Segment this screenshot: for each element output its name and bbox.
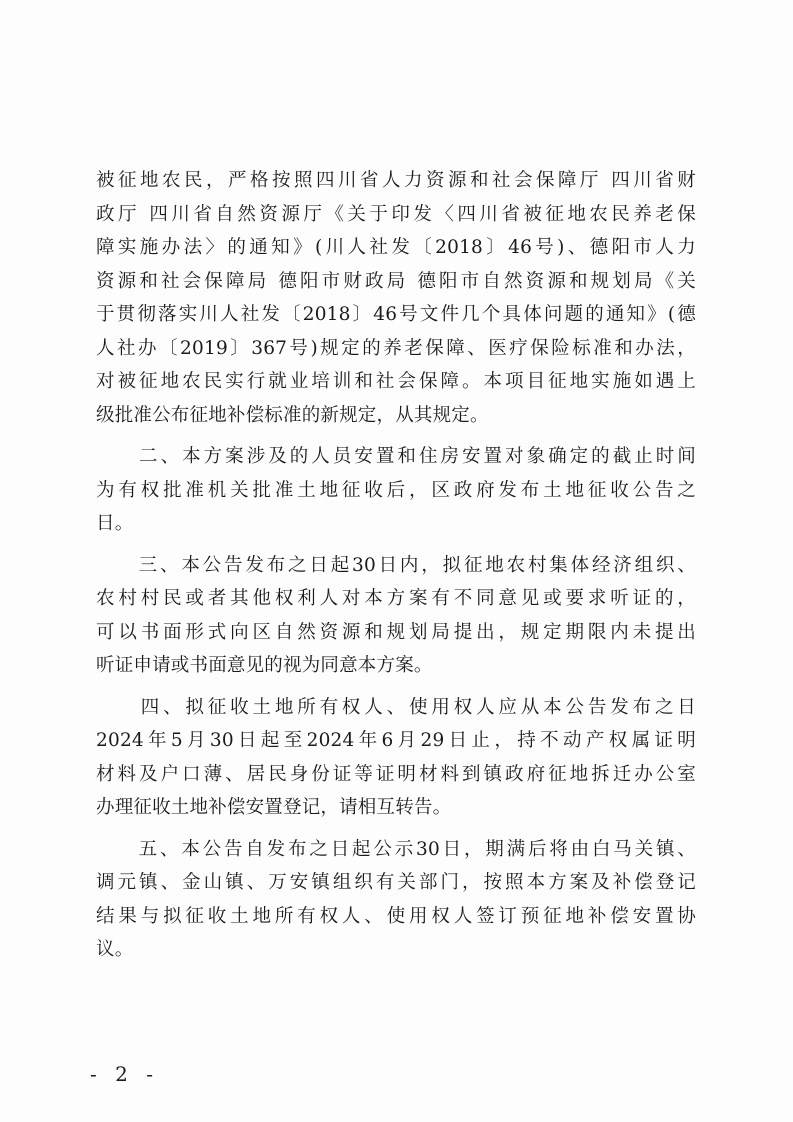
text-line: 结果与拟征收土地所有权人、使用权人签订预征地补偿安置协 [96,905,696,927]
paragraph-item-three [96,549,696,683]
text-line: 材料及户口薄、居民身份证等证明材料到镇政府征地拆迁办公室 [96,763,696,785]
paragraph-continuation [96,164,696,432]
paragraph-item-two [96,440,696,541]
text-line: 听证申请或书面意见的视为同意本方案。 [96,655,433,676]
text-line: 2024年5月30日起至2024年6月29日止，持不动产权属证明 [96,730,696,751]
text-line: 调元镇、金山镇、万安镇组织有关部门，按照本方案及补偿登记 [96,872,696,893]
text-line: 日。 [96,513,134,534]
paragraph-item-five [96,833,696,967]
text-line: 四、拟征收土地所有权人、使用权人应从本公告发布之日 [96,696,696,718]
text-line: 办理征收土地补偿安置登记，请相互转告。 [96,797,452,818]
text-line: 为有权批准机关批准土地征收后，区政府发布土地征收公告之 [96,479,696,501]
paragraph-item-four [96,691,696,825]
text-line: 对被征地农民实行就业培训和社会保障。本项目征地实施如遇上 [96,371,696,392]
text-line: 人社办〔2019〕367号)规定的养老保障、医疗保险标准和办法， [96,337,696,359]
text-line: 二、本方案涉及的人员安置和住房安置对象确定的截止时间 [96,446,696,467]
text-line: 可以书面形式向区自然资源和规划局提出，规定期限内未提出 [96,621,696,643]
text-line: 议。 [96,939,134,960]
text-line: 三、本公告发布之日起30日内，拟征地农村集体经济组织、 [96,554,696,576]
text-line: 被征地农民，严格按照四川省人力资源和社会保障厅 四川省财 [96,170,696,191]
text-line: 级批准公布征地补偿标准的新规定，从其规定。 [96,404,489,426]
text-line: 障实施办法〉的通知》(川人社发〔2018〕46号)、德阳市人力 [96,237,696,258]
text-line: 于贯彻落实川人社发〔2018〕46号文件几个具体问题的通知》(德 [96,304,696,325]
document-body [96,164,696,975]
text-line: 农村村民或者其他权利人对本方案有不同意见或要求听证的， [96,588,696,609]
page-number: - 2 - [90,1062,159,1086]
text-line: 五、本公告自发布之日起公示30日，期满后将由白马关镇、 [96,838,696,860]
text-line: 政厅 四川省自然资源厅《关于印发〈四川省被征地农民养老保 [96,203,696,225]
text-line: 资源和社会保障局 德阳市财政局 德阳市自然资源和规划局《关 [96,270,696,292]
